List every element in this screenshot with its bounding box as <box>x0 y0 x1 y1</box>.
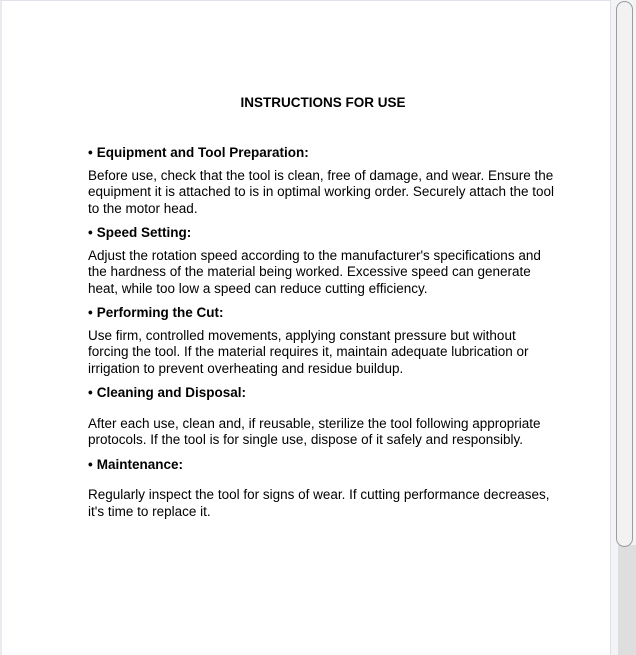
bullet-icon: • <box>88 385 93 400</box>
section-heading-text: Speed Setting: <box>96 225 192 240</box>
bullet-icon: • <box>88 225 93 240</box>
vertical-scrollbar[interactable] <box>610 0 636 655</box>
section-body: Adjust the rotation speed according to the manufacturer's specifications and the hardness of the material being worked. Excessive speed can generate heat, while too low a speed can reduce cutting efficiency. <box>88 247 541 296</box>
section-heading-text: Maintenance: <box>96 456 184 472</box>
instruction-section <box>88 225 558 297</box>
section-heading-text: Cleaning and Disposal: <box>96 385 247 400</box>
scrollbar-thumb[interactable] <box>616 1 633 547</box>
instruction-section <box>88 145 558 217</box>
section-heading <box>88 385 558 402</box>
section-body: After each use, clean and, if reusable, sterilize the tool following appropriate protocols. If the tool is for single use, dispose of it safely and responsibly. <box>88 415 541 447</box>
section-heading-text: Performing the Cut: <box>96 305 224 320</box>
section-heading <box>88 305 558 322</box>
instruction-section <box>88 385 558 449</box>
document-content <box>88 1 558 520</box>
section-body: Before use, check that the tool is clean, free of damage, and wear. Ensure the equipment it is attached to is in optimal working order. Securely attach the tool to the motor head. <box>88 167 555 216</box>
scrollbar-track[interactable] <box>618 545 636 655</box>
bullet-icon: • <box>88 305 93 320</box>
section-heading-text: Equipment and Tool Preparation: <box>96 145 309 160</box>
bullet-icon: • <box>88 145 93 160</box>
section-heading <box>88 225 558 242</box>
section-body: Use firm, controlled movements, applying constant pressure but without forcing the tool. If the material requires it, maintain adequate lubrication or irrigation to prevent overheating and residue buildup. <box>88 327 529 376</box>
page-title: INSTRUCTIONS FOR USE <box>240 95 406 110</box>
section-heading <box>88 145 558 162</box>
section-body: Regularly inspect the tool for signs of wear. If cutting performance decreases, it's time to replace it. <box>88 487 550 519</box>
instruction-section <box>88 457 558 521</box>
bullet-icon: • <box>88 456 93 472</box>
instruction-section <box>88 305 558 377</box>
section-heading <box>88 457 558 474</box>
